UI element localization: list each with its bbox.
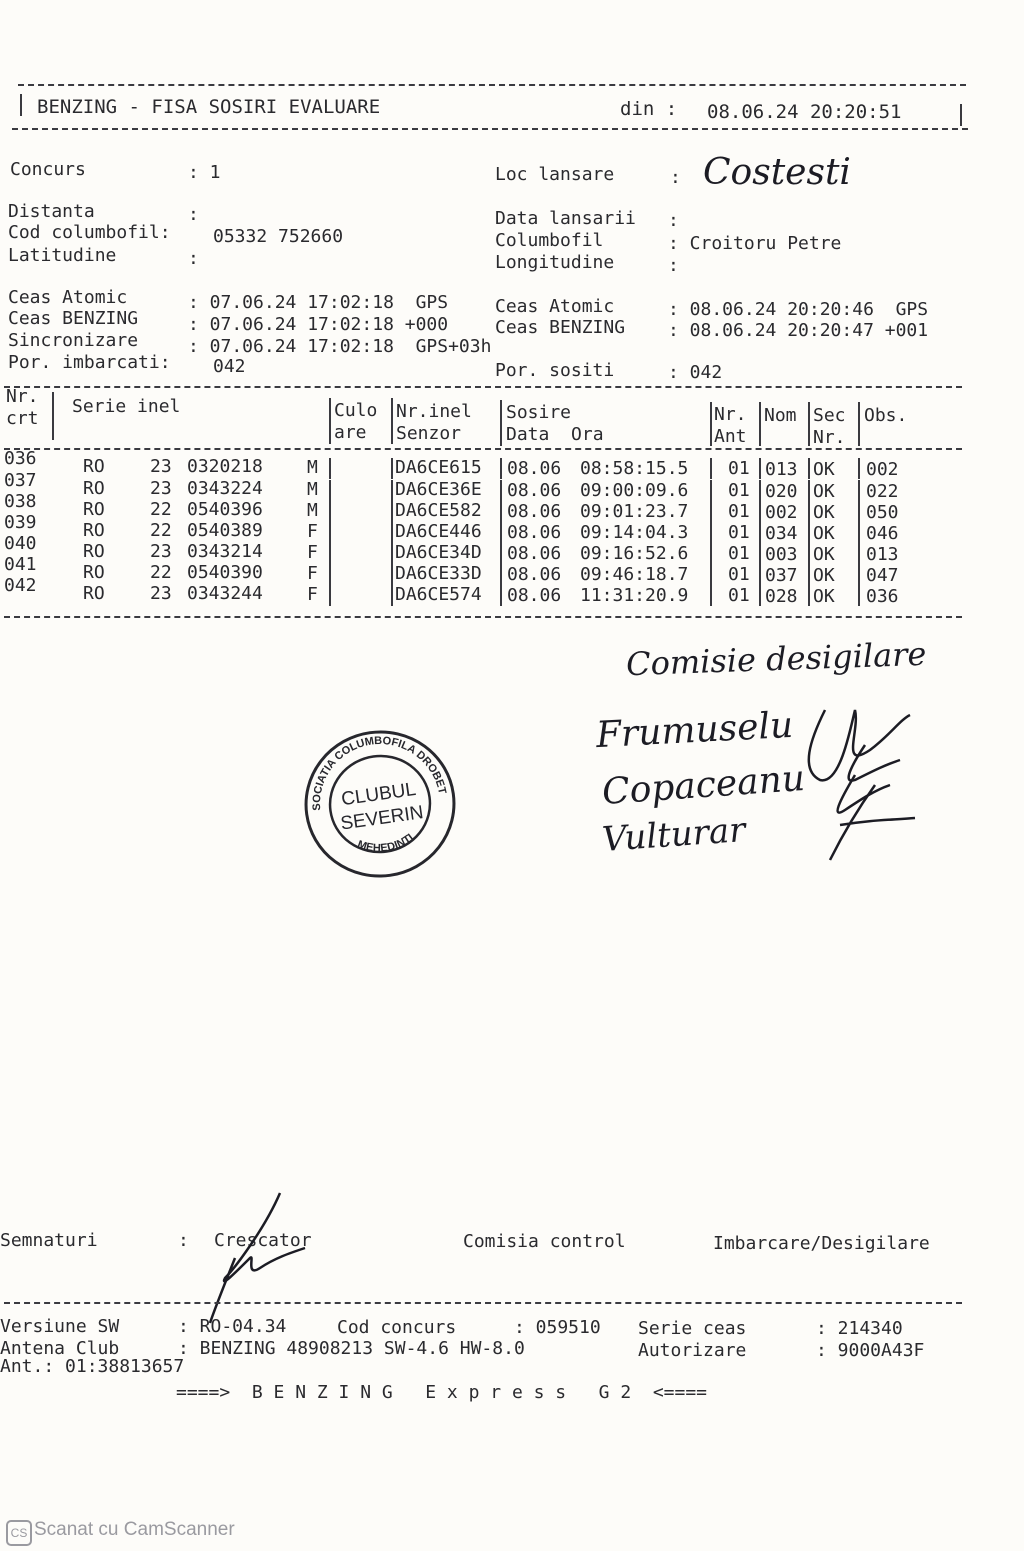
- loc-lansare-label: Loc lansare: [495, 164, 615, 185]
- col-divider-1: [52, 392, 54, 440]
- col-divider-3: [391, 398, 393, 444]
- cell-ora: 09:01:23.7: [580, 501, 689, 522]
- por-sositi-value: : 042: [668, 362, 723, 383]
- cell-nom: 028: [765, 586, 798, 607]
- col-divider-7: [808, 402, 810, 446]
- cell-crt: 037: [4, 470, 37, 491]
- comisia-control-label: Comisia control: [463, 1231, 626, 1252]
- row-divider: [329, 585, 331, 606]
- latitudine-colon: :: [188, 248, 199, 269]
- handwritten-name-2: Copaceanu: [600, 757, 807, 814]
- cell-senzor: DA6CE615: [395, 457, 482, 478]
- por-imbarcati-label: Por. imbarcati:: [8, 352, 171, 373]
- col-divider-5: [710, 402, 712, 446]
- footer-top-rule: [4, 1302, 962, 1304]
- col-culo-header: Culo: [334, 400, 378, 421]
- cell-nom: 003: [765, 544, 798, 565]
- cell-sec: OK: [813, 565, 835, 586]
- cell-obs: 047: [866, 565, 899, 586]
- concurs-value: : 1: [188, 162, 221, 183]
- row-divider: [391, 585, 393, 606]
- cell-ant: 01: [728, 458, 750, 479]
- cell-data: 08.06: [507, 585, 562, 606]
- cell-sec: OK: [813, 481, 835, 502]
- cell-data: 08.06: [507, 480, 562, 501]
- cell-obs: 050: [866, 502, 899, 523]
- cell-nr: 0540390: [187, 562, 263, 583]
- cell-ant: 01: [728, 522, 750, 543]
- cell-obs: 013: [866, 544, 899, 565]
- date-label: din :: [620, 98, 678, 120]
- cell-sec: OK: [813, 502, 835, 523]
- stamp-ring-text: ASOCIATIA COLUMBOFILA DROBETA: [310, 734, 448, 811]
- cell-sex: F: [307, 542, 318, 563]
- cell-tara: RO: [83, 478, 105, 499]
- benzing-banner: ====> B E N Z I N G E x p r e s s G 2 <====: [176, 1382, 708, 1403]
- row-divider: [710, 585, 712, 606]
- cell-nr: 0343244: [187, 583, 263, 604]
- col-nrinel-header: Nr.inel: [396, 401, 472, 422]
- cell-tara: RO: [83, 541, 105, 562]
- header-top-rule: [18, 84, 966, 86]
- document-title: BENZING - FISA SOSIRI EVALUARE: [37, 96, 381, 118]
- cell-ant: 01: [728, 543, 750, 564]
- cell-obs: 022: [866, 481, 899, 502]
- stamp-line-2: SEVERIN: [339, 802, 425, 835]
- columbofil-value: : Croitoru Petre: [668, 233, 842, 254]
- cell-senzor: DA6CE574: [395, 584, 482, 605]
- row-divider: [858, 585, 860, 606]
- header-bottom-rule: [12, 128, 968, 130]
- sincronizare-value: : 07.06.24 17:02:18 GPS+03h: [188, 336, 492, 357]
- columbofil-label: Columbofil: [495, 230, 604, 251]
- camscanner-watermark: Scanat cu CamScanner: [34, 1519, 235, 1540]
- col-divider-2: [329, 398, 331, 444]
- col-sec-header: Sec: [813, 405, 846, 426]
- col-sosire-header: Sosire: [506, 402, 572, 423]
- cod-concurs-value: : 059510: [514, 1317, 601, 1338]
- cell-tara: RO: [83, 456, 105, 477]
- cell-sex: F: [307, 521, 318, 542]
- col-divider-4: [500, 400, 502, 446]
- cell-nom: 020: [765, 481, 798, 502]
- longitudine-colon: :: [668, 255, 679, 276]
- col-divider-8: [858, 402, 860, 446]
- col-serie-header: Serie inel: [72, 396, 181, 417]
- row-divider: [500, 585, 502, 606]
- cell-sec: OK: [813, 544, 835, 565]
- ceas-atomic-left: : 07.06.24 17:02:18 GPS: [188, 292, 449, 313]
- cell-an: 23: [150, 541, 172, 562]
- versiune-label: Versiune SW: [0, 1316, 120, 1337]
- col-senzor-header: Senzor: [396, 423, 462, 444]
- handwritten-name-1: Frumuselu: [595, 704, 795, 757]
- col-nr-header: Nr.: [6, 386, 39, 407]
- svg-text:MEHEDINTI: [354, 831, 417, 858]
- cell-crt: 039: [4, 512, 37, 533]
- cell-ant: 01: [728, 501, 750, 522]
- autorizare-value: : 9000A43F: [816, 1340, 925, 1361]
- cell-an: 23: [150, 583, 172, 604]
- commission-signatures: [780, 690, 930, 870]
- ceas-benzing-right-label: Ceas BENZING: [495, 317, 626, 338]
- table-row: [0, 448, 1024, 480]
- data-lansarii-colon: :: [668, 210, 679, 231]
- cell-nom: 013: [765, 459, 798, 480]
- cell-an: 22: [150, 562, 172, 583]
- ant-line: Ant.: 01:38813657: [0, 1356, 185, 1377]
- col-nom-header: Nom: [764, 405, 797, 426]
- cell-tara: RO: [83, 520, 105, 541]
- serie-ceas-value: : 214340: [816, 1318, 903, 1339]
- cell-nr: 0320218: [187, 456, 263, 477]
- cell-ant: 01: [728, 480, 750, 501]
- col-are-header: are: [334, 422, 367, 443]
- antena-value: : BENZING 48908213 SW-4.6 HW-8.0: [178, 1338, 525, 1359]
- cell-tara: RO: [83, 583, 105, 604]
- stamp-bottom-text: MEHEDINTI: [355, 831, 416, 855]
- cell-ora: 09:16:52.6: [580, 543, 689, 564]
- data-lansarii-label: Data lansarii: [495, 208, 636, 229]
- col-divider-6: [759, 402, 761, 446]
- ceas-atomic-label: Ceas Atomic: [8, 287, 128, 308]
- cell-senzor: DA6CE34D: [395, 542, 482, 563]
- cell-data: 08.06: [507, 522, 562, 543]
- cell-sex: M: [307, 457, 318, 478]
- cell-obs: 036: [866, 586, 899, 607]
- semnaturi-colon: :: [178, 1230, 189, 1251]
- ceas-benzing-left: : 07.06.24 17:02:18 +000: [188, 314, 449, 335]
- distanta-colon: :: [188, 204, 199, 225]
- col-crt-header: crt: [6, 408, 39, 429]
- camscanner-icon: CS: [6, 1520, 32, 1546]
- cell-data: 08.06: [507, 458, 562, 479]
- cell-nr: 0343224: [187, 478, 263, 499]
- cell-senzor: DA6CE33D: [395, 563, 482, 584]
- cell-obs: 046: [866, 523, 899, 544]
- cell-sec: OK: [813, 586, 835, 607]
- cell-obs: 002: [866, 459, 899, 480]
- cell-tara: RO: [83, 562, 105, 583]
- crescator-signature: [195, 1188, 315, 1328]
- cell-sex: M: [307, 479, 318, 500]
- cell-crt: 036: [4, 448, 37, 469]
- longitudine-label: Longitudine: [495, 252, 615, 273]
- cod-columbofil-label: Cod columbofil:: [8, 222, 171, 243]
- table-header-rule: [4, 448, 962, 450]
- cell-senzor: DA6CE446: [395, 521, 482, 542]
- cell-sex: F: [307, 584, 318, 605]
- cell-sec: OK: [813, 459, 835, 480]
- cell-an: 23: [150, 456, 172, 477]
- cell-sex: M: [307, 500, 318, 521]
- cod-columbofil-value: 05332 752660: [213, 226, 344, 247]
- imbarcare-label: Imbarcare/Desigilare: [713, 1233, 930, 1254]
- cell-nr: 0540396: [187, 499, 263, 520]
- cell-crt: 041: [4, 554, 37, 575]
- cell-ant: 01: [728, 585, 750, 606]
- ceas-benzing-label: Ceas BENZING: [8, 308, 139, 329]
- row-divider: [808, 585, 810, 606]
- cell-nom: 037: [765, 565, 798, 586]
- cod-concurs-label: Cod concurs: [337, 1317, 457, 1338]
- latitudine-label: Latitudine: [8, 245, 117, 266]
- crescator-label: Crescator: [214, 1230, 312, 1251]
- club-stamp: [300, 728, 460, 880]
- cell-sex: F: [307, 563, 318, 584]
- cell-an: 23: [150, 478, 172, 499]
- cell-ora: 09:00:09.6: [580, 480, 689, 501]
- cell-data: 08.06: [507, 564, 562, 585]
- date-value: 08.06.24 20:20:51: [707, 101, 902, 123]
- col-obs-header: Obs.: [864, 405, 908, 426]
- ceas-atomic-right-label: Ceas Atomic: [495, 296, 615, 317]
- cell-ora: 09:14:04.3: [580, 522, 689, 543]
- ceas-benzing-right: : 08.06.24 20:20:47 +001: [668, 320, 929, 341]
- col-ant-header: Ant: [714, 426, 747, 447]
- table-top-rule: [4, 386, 962, 388]
- concurs-label: Concurs: [10, 159, 86, 180]
- stamp-line-1: CLUBUL: [340, 778, 418, 811]
- table-bottom-rule: [4, 616, 962, 618]
- cell-nom: 034: [765, 523, 798, 544]
- cell-crt: 040: [4, 533, 37, 554]
- header-right-bar: [960, 104, 962, 126]
- cell-tara: RO: [83, 499, 105, 520]
- sincronizare-label: Sincronizare: [8, 330, 139, 351]
- cell-senzor: DA6CE36E: [395, 479, 482, 500]
- cell-sec: OK: [813, 523, 835, 544]
- por-imbarcati-value: 042: [213, 356, 246, 377]
- cell-nr: 0343214: [187, 541, 263, 562]
- cell-an: 22: [150, 520, 172, 541]
- por-sositi-label: Por. sositi: [495, 360, 615, 381]
- row-divider: [759, 585, 761, 606]
- loc-lansare-colon: :: [670, 167, 681, 188]
- col-secnr-header: Nr.: [813, 427, 846, 448]
- cell-ora: 11:31:20.9: [580, 585, 689, 606]
- antena-label: Antena Club: [0, 1338, 120, 1359]
- cell-ant: 01: [728, 564, 750, 585]
- handwritten-commission-title: Comisie desigilare: [625, 634, 928, 684]
- versiune-value: : RO-04.34: [178, 1316, 287, 1337]
- handwritten-name-3: Vulturar: [600, 810, 747, 860]
- distanta-label: Distanta: [8, 201, 95, 222]
- cell-crt: 038: [4, 491, 37, 512]
- cell-nom: 002: [765, 502, 798, 523]
- cell-crt: 042: [4, 575, 37, 596]
- cell-senzor: DA6CE582: [395, 500, 482, 521]
- ceas-atomic-right: : 08.06.24 20:20:46 GPS: [668, 299, 929, 320]
- header-left-bar: [20, 94, 22, 116]
- cell-data: 08.06: [507, 543, 562, 564]
- autorizare-label: Autorizare: [638, 1340, 747, 1361]
- col-nrant-header: Nr.: [714, 404, 747, 425]
- col-data-ora-header: Data Ora: [506, 424, 604, 445]
- serie-ceas-label: Serie ceas: [638, 1318, 747, 1339]
- cell-nr: 0540389: [187, 520, 263, 541]
- semnaturi-label: Semnaturi: [0, 1230, 98, 1251]
- loc-lansare-value: Costesti: [703, 152, 851, 193]
- cell-an: 22: [150, 499, 172, 520]
- cell-ora: 09:46:18.7: [580, 564, 689, 585]
- cell-data: 08.06: [507, 501, 562, 522]
- cell-ora: 08:58:15.5: [580, 458, 689, 479]
